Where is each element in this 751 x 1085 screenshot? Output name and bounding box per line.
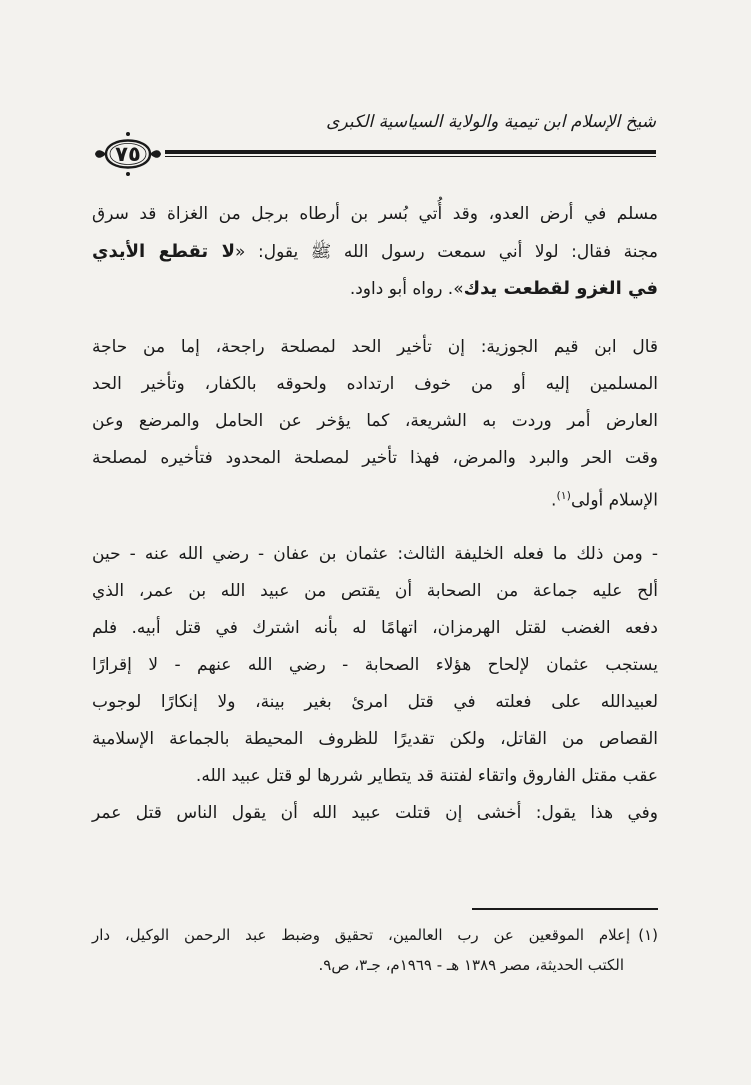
text-line: العارض أمر وردت به الشريعة، كما يؤخر عن الحامل والمرضع وعن: [92, 411, 658, 431]
footnote: [92, 920, 658, 980]
text-line: [92, 233, 658, 270]
text-segment: الإسلام أولى: [570, 490, 658, 511]
text-segment: ». رواه أبو داود.: [349, 279, 464, 299]
text-line: عقب مقتل الفاروق واتقاء لفتنة قد يتطاير شررها لو قتل عبيد الله.: [195, 766, 658, 786]
text-line: يستجب عثمان لإلحاح هؤلاء الصحابة - رضي الله عنهم - لا إقرارًا: [92, 655, 658, 675]
footnote-line: الكتب الحديثة، مصر ١٣٨٩ هـ - ١٩٦٩م، جـ٣، ص٩.: [318, 956, 624, 974]
main-text: [92, 196, 658, 832]
footnote-separator: [472, 908, 658, 910]
text-line: مسلم في أرض العدو، وقد أُتي بُسر بن أرطاه برجل من الغزاة قد سرق: [92, 204, 658, 224]
text-line: - ومن ذلك ما فعله الخليفة الثالث: عثمان بن عفان - رضي الله عنه - حين: [92, 544, 658, 564]
text-line: [92, 270, 658, 307]
hadith-quote-bold: في الغزو لقطعت يدك: [463, 278, 658, 299]
text-line: دفعه الغضب لقتل الهرمزان، اتهامًا له بأنه اشترك في قتل أبيه. فلم: [92, 618, 658, 638]
text-line: ألح عليه جماعة من الصحابة أن يقتص من عبيد الله بن عمر، الذي: [92, 581, 658, 601]
text-line: وقت الحر والبرد والمرض، فهذا تأخير لمصلحة المحدود فتأخيره لمصلحة: [92, 448, 658, 468]
text-line: قال ابن قيم الجوزية: إن تأخير الحد لمصلحة راجحة، إما من حاجة: [92, 337, 658, 357]
page-number-badge: [92, 126, 164, 182]
text-segment: .: [551, 490, 557, 511]
footnote-line: [92, 920, 658, 950]
text-line: القصاص من القاتل، ولكن تقديرًا للظروف المحيطة بالجماعة الإسلامية: [92, 729, 658, 749]
hadith-quote-bold: لا تقطع الأيدي: [92, 241, 236, 262]
text-line: المسلمين إليه أو من خوف ارتداده ولحوقه بالكفار، وتأخير الحد: [92, 374, 658, 394]
text-line: وفي هذا يقول: أخشى إن قتلت عبيد الله أن يقول الناس قتل عمر: [92, 803, 658, 823]
footnote-text: إعلام الموقعين عن رب العالمين، تحقيق وضبط عبد الرحمن الوكيل، دار: [92, 926, 631, 944]
header-rule-thick: [165, 150, 656, 154]
text-line: [92, 477, 658, 514]
header-rule-thin: [165, 156, 656, 157]
text-line: لعبيدالله على فعلته في قتل امرئ بغير بينة، ولا إنكارًا لوجوب: [92, 692, 658, 712]
footnote-reference: (١): [556, 489, 571, 502]
running-header-title: شيخ الإسلام ابن تيمية والولاية السياسية الكبرى: [326, 112, 656, 132]
text-segment: مجنة فقال: لولا أني سمعت رسول الله ﷺ يقول: «: [235, 242, 658, 262]
footnote-marker: (١): [638, 926, 658, 944]
page-number: ٧٥: [115, 142, 141, 166]
